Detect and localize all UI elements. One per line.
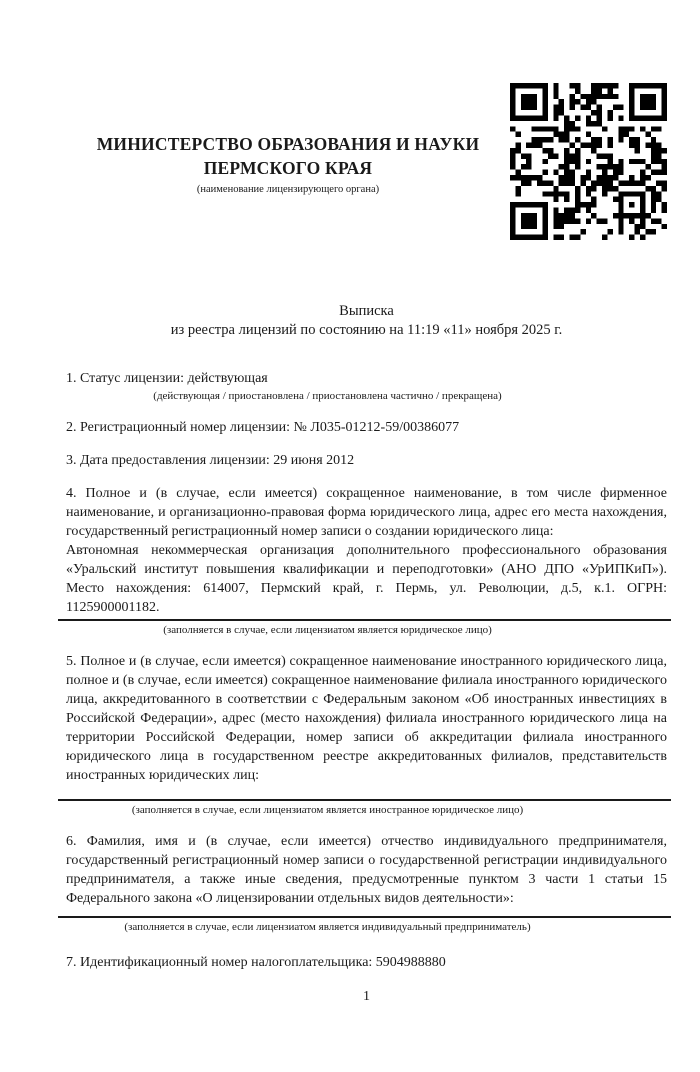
grant-date-label: 3. Дата предоставления лицензии: bbox=[66, 453, 270, 468]
field-taxpayer-id bbox=[66, 953, 667, 972]
page-number: 1 bbox=[363, 989, 370, 1004]
registration-number-value: № Л035-01212-59/00386077 bbox=[293, 420, 460, 435]
license-status-options-caption: (действующая / приостановлена / приостановлена частично / прекращена) bbox=[153, 390, 502, 402]
field-registration-number bbox=[66, 418, 667, 437]
document-title bbox=[66, 302, 667, 340]
taxpayer-id-label: 7. Идентификационный номер налогоплательщика: bbox=[66, 955, 373, 970]
licensing-authority-block bbox=[66, 83, 510, 240]
ministry-name-line1: МИНИСТЕРСТВО ОБРАЗОВАНИЯ И НАУКИ bbox=[96, 134, 480, 154]
ministry-name-line2: ПЕРМСКОГО КРАЯ bbox=[203, 158, 373, 178]
license-status-value: действующая bbox=[187, 371, 268, 386]
field-individual-entrepreneur bbox=[66, 832, 667, 934]
grant-date-value: 29 июня 2012 bbox=[273, 453, 355, 468]
document-header bbox=[66, 83, 667, 240]
fill-in-rule bbox=[58, 916, 671, 918]
legal-entity-caption: (заполняется в случае, если лицензиатом является юридическое лицо) bbox=[163, 624, 492, 636]
fill-in-rule bbox=[58, 619, 671, 621]
license-status-label: 1. Статус лицензии: bbox=[66, 371, 185, 386]
legal-entity-description: 4. Полное и (в случае, если имеется) сокращенное наименование, в том числе фирменное наименование, и организационно-правовая форма юридического лица, адрес его места нахождения, государственный регистрационный номер записи о создании юридического лица: bbox=[66, 486, 667, 539]
taxpayer-id-value: 5904988880 bbox=[375, 955, 446, 970]
field-license-status bbox=[66, 369, 667, 403]
field-license-grant-date bbox=[66, 451, 667, 470]
entrepreneur-description: 6. Фамилия, имя и (в случае, если имеется) отчество индивидуального предпринимателя, государственный регистрационный номер записи о государственной регистрации индивидуального предпринимателя, а также иные сведения, предусмотренные пунктом 3 части 1 статьи 15 Федерального закона «О лицензировании отдельных видов деятельности»: bbox=[66, 834, 667, 906]
fill-in-rule bbox=[58, 799, 671, 801]
registration-number-label: 2. Регистрационный номер лицензии: bbox=[66, 420, 291, 435]
document-title-line1: Выписка bbox=[339, 303, 394, 319]
field-foreign-entity bbox=[66, 652, 667, 817]
document-title-line2: из реестра лицензий по состоянию на 11:19 «11» ноября 2025 г. bbox=[170, 322, 563, 338]
foreign-entity-value bbox=[66, 785, 667, 797]
legal-entity-value: Автономная некоммерческая организация дополнительного профессионального образования «Уральский институт повышения квалификации и переподготовки» (АНО ДПО «УрИПКиП»). Место нахождения: 614007, Пермский край, г. Пермь, ул. Революции, д.5, к.1. ОГРН: 1125900001182. bbox=[66, 543, 667, 615]
entrepreneur-caption: (заполняется в случае, если лицензиатом является индивидуальный предприниматель) bbox=[124, 921, 531, 933]
foreign-entity-description: 5. Полное и (в случае, если имеется) сокращенное наименование иностранного юридического лица, полное и (в случае, если имеется) сокращенное наименование филиала иностранного юридического лица, аккредитованного в соответствии с Федеральным законом «Об иностранных инвестициях в Российской Федерации», адрес (место нахождения) филиала иностранного юридического лица на территории Российской Федерации, номер записи об аккредитации филиала иностранного юридического лица в государственном реестре аккредитованных филиалов, представительств иностранных юридических лиц: bbox=[66, 654, 667, 783]
document-page bbox=[0, 83, 700, 1072]
qr-code-icon bbox=[510, 83, 667, 240]
field-legal-entity bbox=[66, 484, 667, 637]
foreign-entity-caption: (заполняется в случае, если лицензиатом является иностранное юридическое лицо) bbox=[131, 804, 524, 816]
ministry-caption: (наименование лицензирующего органа) bbox=[196, 184, 380, 195]
